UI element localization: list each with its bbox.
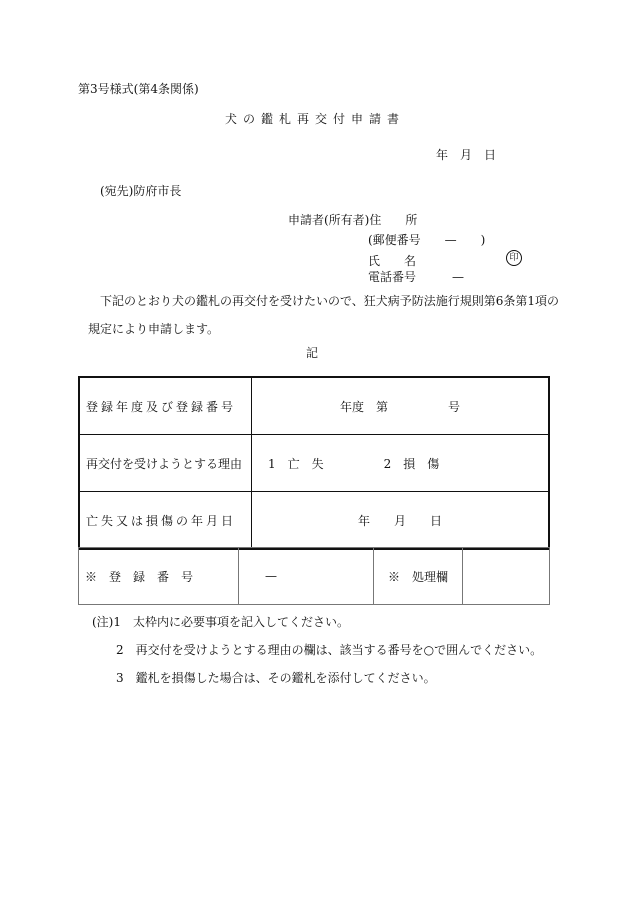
date-line: 年 月 日 (436, 148, 497, 162)
application-form-table (78, 376, 550, 550)
office-registration-number-label: ※ 登 録 番 号 (79, 548, 239, 605)
loss-damage-date-field[interactable]: 年 月 日 (252, 492, 550, 550)
applicant-phone: 電話番号 — (368, 270, 465, 284)
seal-mark-icon: 印 (506, 250, 522, 266)
note-3: 3 鑑札を損傷した場合は、その鑑札を添付してください。 (116, 671, 436, 685)
request-text-line-1: 下記のとおり犬の鑑札の再交付を受けたいので、狂犬病予防法施行規則第6条第1項の (100, 294, 560, 308)
note-2: 2 再交付を受けようとする理由の欄は、該当する番号を○で囲んでください。 (116, 643, 543, 657)
office-registration-number-field: — (238, 548, 373, 605)
table-row (79, 377, 549, 435)
applicant-name-label: 氏 名 (368, 254, 417, 268)
table-row (79, 435, 549, 492)
form-number: 第3号様式(第4条関係) (78, 82, 199, 96)
table-row (79, 492, 549, 550)
applicant-postal-code: (郵便番号 — ) (368, 233, 486, 247)
applicant-address-label: 申請者(所有者)住 所 (288, 213, 418, 227)
reissue-reason-label: 再交付を受けようとする理由 (79, 435, 252, 492)
request-text-line-2: 規定により申請します。 (88, 322, 220, 336)
registration-year-number-field[interactable]: 年度 第 号 (252, 377, 550, 435)
processing-column-label: ※ 処理欄 (373, 548, 462, 605)
ki-heading: 記 (306, 346, 319, 360)
processing-column-field (463, 548, 550, 605)
office-use-table (78, 547, 550, 605)
document-title: 犬の鑑札再交付申請書 (224, 112, 405, 126)
reissue-reason-field[interactable]: 1 亡 失 2 損 傷 (252, 435, 550, 492)
loss-damage-date-label: 亡失又は損傷の年月日 (79, 492, 252, 550)
addressee: (宛先)防府市長 (100, 184, 182, 198)
note-1: (注)1 太枠内に必要事項を記入してください。 (92, 615, 349, 629)
table-row (79, 548, 550, 605)
registration-year-number-label: 登録年度及び登録番号 (79, 377, 252, 435)
